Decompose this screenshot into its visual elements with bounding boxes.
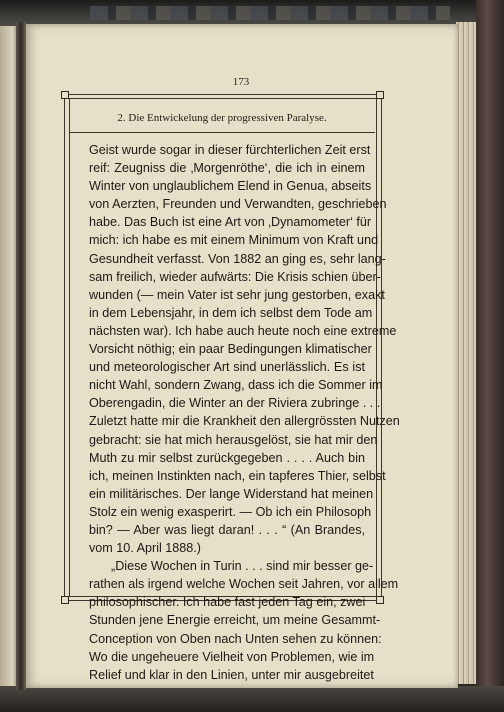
text-line: Conception von Oben nach Unten sehen zu können: bbox=[89, 631, 382, 646]
page-number: 173 bbox=[232, 76, 250, 88]
text-line: ein militärisches. Der lange Widerstand hat meinen bbox=[89, 486, 374, 501]
running-head: 2. Die Entwickelung der progressiven Paralyse. bbox=[117, 112, 327, 124]
body-text bbox=[89, 141, 400, 684]
text-line: Wo die ungeheuere Vielheit von Problemen, wie im bbox=[89, 649, 375, 664]
binding-strip bbox=[90, 6, 450, 20]
frame-corner-top-right bbox=[376, 91, 384, 99]
text-line: Zuletzt hatte mir die Krankheit den allergrössten Nutzen bbox=[89, 414, 400, 429]
text-line: nächsten war). Ich habe auch heute noch eine extreme bbox=[89, 323, 397, 338]
text-line: Winter von unglaublichem Elend in Genua, abseits bbox=[89, 179, 372, 194]
running-head-box bbox=[69, 98, 375, 133]
text-line: habe. Das Buch ist eine Art von ‚Dynamometer‘ für bbox=[89, 215, 372, 230]
frame-corner-top-left bbox=[61, 91, 69, 99]
text-line: rathen als irgend welche Wochen seit Jahren, vor allem bbox=[89, 577, 399, 592]
text-line: vom 10. April 1888.) bbox=[89, 541, 202, 556]
book-page bbox=[24, 24, 458, 688]
text-line: wunden (— mein Vater ist sehr jung gestorben, exakt bbox=[89, 287, 385, 302]
text-line: Oberengadin, die Winter an der Riviera zubringe . . . bbox=[89, 396, 381, 411]
page-stack-edge bbox=[456, 22, 478, 684]
book-gutter bbox=[16, 22, 26, 690]
text-line: Gesundheit verfasst. Von 1882 an ging es, sehr lang- bbox=[89, 251, 386, 266]
text-line: in dem Lebensjahr, in dem ich selbst dem Tode am bbox=[89, 305, 373, 320]
text-line: und meteorologischer Art sind unerlässlich. Es ist bbox=[89, 360, 365, 375]
text-line: gebracht: sie hat mich herausgelöst, sie hat mir den bbox=[89, 432, 378, 447]
text-line: mich: ich habe es mit einem Minimum von Kraft und bbox=[89, 233, 379, 248]
frame-corner-bottom-left bbox=[61, 596, 69, 604]
text-line: Muth zu mir selbst zurückgegeben . . . . Auch bin bbox=[89, 450, 365, 465]
text-line: Relief und klar in den Linien, unter mir ausgebreitet bbox=[89, 667, 374, 682]
text-line: Stunden jene Energie erreicht, um meine Gesammt- bbox=[89, 613, 381, 628]
text-line: „Diese Wochen in Turin . . . sind mir besser ge- bbox=[111, 559, 374, 574]
text-line: bin? — Aber was liegt daran! . . . “ (An Brandes, bbox=[89, 522, 365, 537]
text-line: Vorsicht nöthig; ein paar Bedingungen klimatischer bbox=[89, 342, 372, 357]
book-cover-edge bbox=[476, 0, 504, 712]
text-line: philosophischer. Ich habe fast jeden Tag ein, zwei bbox=[89, 595, 366, 610]
book-bottom-edge bbox=[0, 686, 504, 712]
text-line: Stolz ein wenig exasperirt. — Ob ich ein Philosoph bbox=[89, 504, 372, 519]
text-line: nicht Wahl, sondern Zwang, dass ich die Sommer im bbox=[89, 378, 383, 393]
text-line: reif: Zeugniss die ‚Morgenröthe‘, die ich in einem bbox=[89, 161, 365, 176]
text-line: von Aerzten, Freunden und Verwandten, geschrieben bbox=[89, 197, 387, 212]
text-line: ich, meinen Instinkten nach, ein tapferes Thier, selbst bbox=[89, 468, 386, 483]
frame-corner-bottom-right bbox=[376, 596, 384, 604]
text-line: sam freilich, wieder aufwärts: Die Krisis schien über- bbox=[89, 269, 381, 284]
text-line: Geist wurde sogar in dieser fürchterlichen Zeit erst bbox=[89, 143, 371, 157]
